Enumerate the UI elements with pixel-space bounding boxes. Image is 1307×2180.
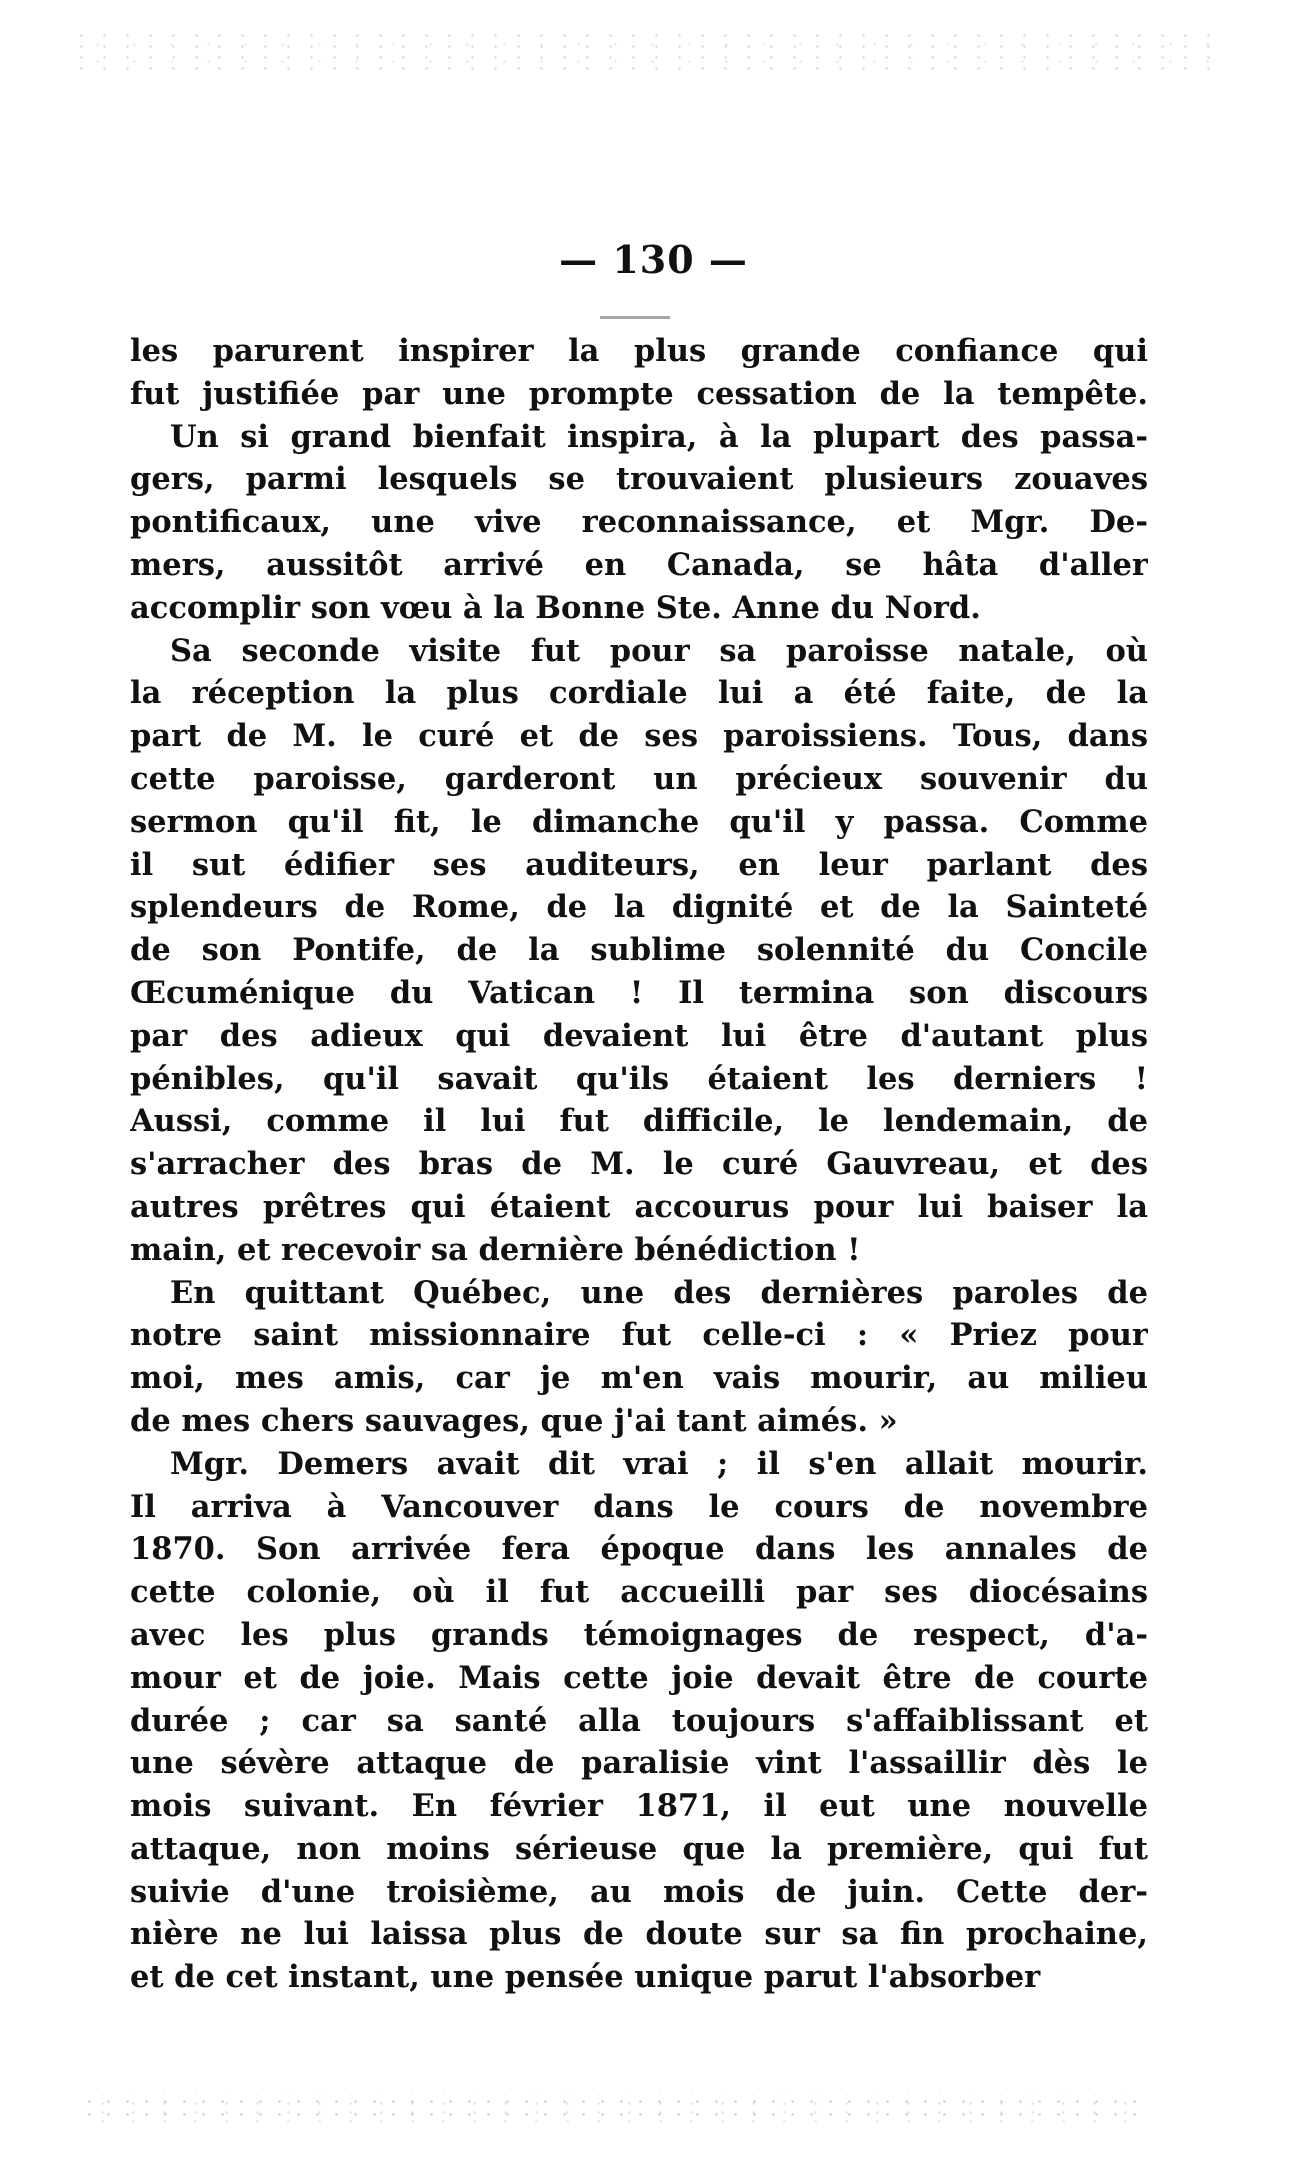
text-line: accomplir son vœu à la Bonne Ste. Anne du Nord.	[130, 589, 981, 626]
text-line: mers, aussitôt arrivé en Canada, se hâta d'aller	[130, 546, 1148, 583]
text-line: 1870. Son arrivée fera époque dans les annales de	[130, 1531, 1148, 1568]
text-line: fut justifiée par une prompte cessation de la tempête.	[130, 375, 1148, 412]
text-line: pontificaux, une vive reconnaissance, et Mgr. De-	[130, 504, 1148, 541]
header-rule	[600, 316, 670, 319]
text-line: une sévère attaque de paralisie vint l'assaillir dès le	[130, 1745, 1148, 1782]
body-text	[130, 330, 1148, 1999]
bottom-print-noise	[80, 2095, 1140, 2125]
text-line: main, et recevoir sa dernière bénédiction !	[130, 1231, 861, 1268]
text-line: par des adieux qui devaient lui être d'autant plus	[130, 1017, 1148, 1054]
text-line: et de cet instant, une pensée unique parut l'absorber	[130, 1959, 1041, 1996]
text-line: gers, parmi lesquels se trouvaient plusieurs zouaves	[130, 461, 1148, 498]
text-line: En quittant Québec, une des dernières paroles de	[170, 1274, 1148, 1311]
text-line: s'arracher des bras de M. le curé Gauvreau, et des	[130, 1146, 1148, 1183]
text-line: de son Pontife, de la sublime solennité du Concile	[130, 932, 1148, 969]
text-line: cette paroisse, garderont un précieux souvenir du	[130, 760, 1148, 797]
text-line: Œcuménique du Vatican ! Il termina son discours	[130, 974, 1148, 1011]
text-line: attaque, non moins sérieuse que la première, qui fut	[130, 1830, 1148, 1867]
text-line: les parurent inspirer la plus grande confiance qui	[130, 333, 1148, 369]
text-line: notre saint missionnaire fut celle-ci : « Priez pour	[130, 1317, 1148, 1354]
text-line: splendeurs de Rome, de la dignité et de la Sainteté	[130, 889, 1148, 926]
text-line: moi, mes amis, car je m'en vais mourir, au milieu	[130, 1360, 1148, 1397]
text-line: Un si grand bienfait inspira, à la plupart des passa-	[170, 418, 1148, 455]
text-line: cette colonie, où il fut accueilli par ses diocésains	[130, 1574, 1148, 1611]
top-print-noise	[70, 30, 1230, 70]
text-line: pénibles, qu'il savait qu'ils étaient les derniers !	[130, 1060, 1148, 1097]
text-line: Mgr. Demers avait dit vrai ; il s'en allait mourir.	[170, 1445, 1148, 1482]
text-line: Aussi, comme il lui fut difficile, le lendemain, de	[130, 1103, 1148, 1140]
text-line: Sa seconde visite fut pour sa paroisse natale, où	[170, 632, 1148, 669]
text-line: sermon qu'il fit, le dimanche qu'il y passa. Comme	[130, 803, 1148, 840]
text-line: avec les plus grands témoignages de respect, d'a-	[130, 1616, 1148, 1653]
page-number: — 130 —	[559, 237, 748, 282]
text-line: de mes chers sauvages, que j'ai tant aimés. »	[130, 1402, 898, 1439]
text-line: la réception la plus cordiale lui a été faite, de la	[130, 675, 1148, 712]
text-line: part de M. le curé et de ses paroissiens. Tous, dans	[130, 718, 1148, 755]
text-line: Il arriva à Vancouver dans le cours de novembre	[130, 1488, 1148, 1525]
text-line: mour et de joie. Mais cette joie devait être de courte	[130, 1659, 1148, 1696]
text-line: autres prêtres qui étaient accourus pour lui baiser la	[130, 1188, 1148, 1225]
text-line: nière ne lui laissa plus de doute sur sa fin prochaine,	[130, 1916, 1148, 1953]
text-line: il sut édifier ses auditeurs, en leur parlant des	[130, 846, 1148, 883]
text-line: mois suivant. En février 1871, il eut une nouvelle	[130, 1788, 1148, 1825]
text-line: durée ; car sa santé alla toujours s'affaiblissant et	[130, 1702, 1148, 1739]
text-line: suivie d'une troisième, au mois de juin. Cette der-	[130, 1873, 1148, 1910]
